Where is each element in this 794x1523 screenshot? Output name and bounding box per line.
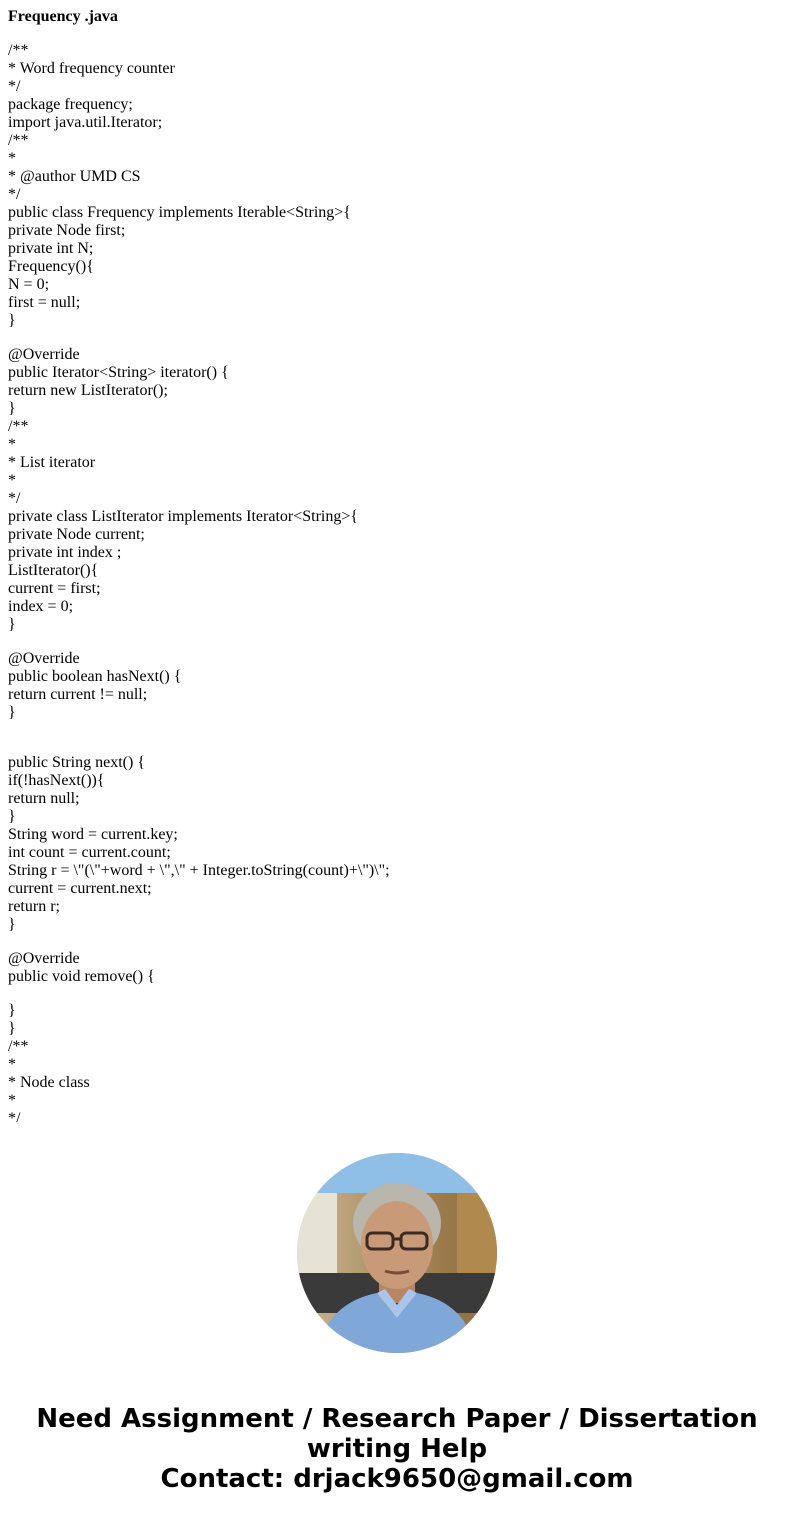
code-listing bbox=[8, 42, 788, 1122]
promo-footer bbox=[0, 1404, 794, 1494]
code-line: package frequency; bbox=[8, 96, 133, 113]
code-line: } bbox=[8, 1002, 16, 1019]
code-line bbox=[8, 634, 788, 650]
code-line: int count = current.count; bbox=[8, 844, 171, 861]
code-line: /** bbox=[8, 132, 29, 149]
code-line: if(!hasNext()){ bbox=[8, 772, 105, 789]
author-avatar bbox=[297, 1153, 497, 1353]
promo-contact: Contact: drjack9650@gmail.com bbox=[160, 1464, 634, 1494]
code-line: } bbox=[8, 916, 16, 933]
code-line: /** bbox=[8, 42, 29, 59]
code-line bbox=[8, 722, 788, 738]
code-line: } bbox=[8, 704, 16, 721]
document-title: Frequency .java bbox=[8, 8, 118, 25]
code-line: * bbox=[8, 150, 16, 167]
code-line: * Word frequency counter bbox=[8, 60, 175, 77]
code-line: index = 0; bbox=[8, 598, 74, 615]
code-line: */ bbox=[8, 490, 21, 507]
code-line: private int index ; bbox=[8, 544, 122, 561]
code-line: @Override bbox=[8, 950, 80, 967]
code-line: return null; bbox=[8, 790, 80, 807]
code-line: @Override bbox=[8, 346, 80, 363]
code-line bbox=[8, 934, 788, 950]
code-line: import java.util.Iterator; bbox=[8, 114, 163, 131]
code-line: */ bbox=[8, 186, 21, 203]
code-line: public void remove() { bbox=[8, 968, 155, 985]
code-line: Frequency(){ bbox=[8, 258, 94, 275]
code-line: public String next() { bbox=[8, 754, 145, 771]
code-line: @Override bbox=[8, 650, 80, 667]
code-line: * bbox=[8, 436, 16, 453]
code-line: } bbox=[8, 400, 16, 417]
author-photo-icon bbox=[297, 1153, 497, 1353]
code-line: } bbox=[8, 808, 16, 825]
code-line: ListIterator(){ bbox=[8, 562, 99, 579]
code-line: * bbox=[8, 1092, 16, 1109]
code-line: */ bbox=[8, 1110, 21, 1122]
code-line bbox=[8, 738, 788, 754]
code-line bbox=[8, 330, 788, 346]
code-line: /** bbox=[8, 418, 29, 435]
code-line: * bbox=[8, 472, 16, 489]
code-line: public class Frequency implements Iterable<String>{ bbox=[8, 204, 351, 221]
code-line: String r = \"(\"+word + \",\" + Integer.toString(count)+\")\"; bbox=[8, 862, 390, 879]
code-line: first = null; bbox=[8, 294, 81, 311]
code-line: } bbox=[8, 1020, 16, 1037]
code-line: private Node first; bbox=[8, 222, 126, 239]
code-line: } bbox=[8, 312, 16, 329]
promo-headline: Need Assignment / Research Paper / Dissertation writing Help bbox=[36, 1404, 758, 1464]
code-line: private int N; bbox=[8, 240, 94, 257]
code-line: * Node class bbox=[8, 1074, 90, 1091]
code-line bbox=[8, 986, 788, 1002]
code-line: return r; bbox=[8, 898, 60, 915]
code-line: N = 0; bbox=[8, 276, 50, 293]
code-line: return new ListIterator(); bbox=[8, 382, 168, 399]
code-line: public boolean hasNext() { bbox=[8, 668, 182, 685]
code-line: String word = current.key; bbox=[8, 826, 178, 843]
code-line: public Iterator<String> iterator() { bbox=[8, 364, 229, 381]
code-line: current = current.next; bbox=[8, 880, 152, 897]
code-line: return current != null; bbox=[8, 686, 148, 703]
code-line: /** bbox=[8, 1038, 29, 1055]
code-line: current = first; bbox=[8, 580, 101, 597]
code-line: * bbox=[8, 1056, 16, 1073]
code-line: private class ListIterator implements Iterator<String>{ bbox=[8, 508, 359, 525]
code-line: private Node current; bbox=[8, 526, 145, 543]
code-line: * @author UMD CS bbox=[8, 168, 141, 185]
code-line: * List iterator bbox=[8, 454, 96, 471]
code-line: */ bbox=[8, 78, 21, 95]
code-line: } bbox=[8, 616, 16, 633]
